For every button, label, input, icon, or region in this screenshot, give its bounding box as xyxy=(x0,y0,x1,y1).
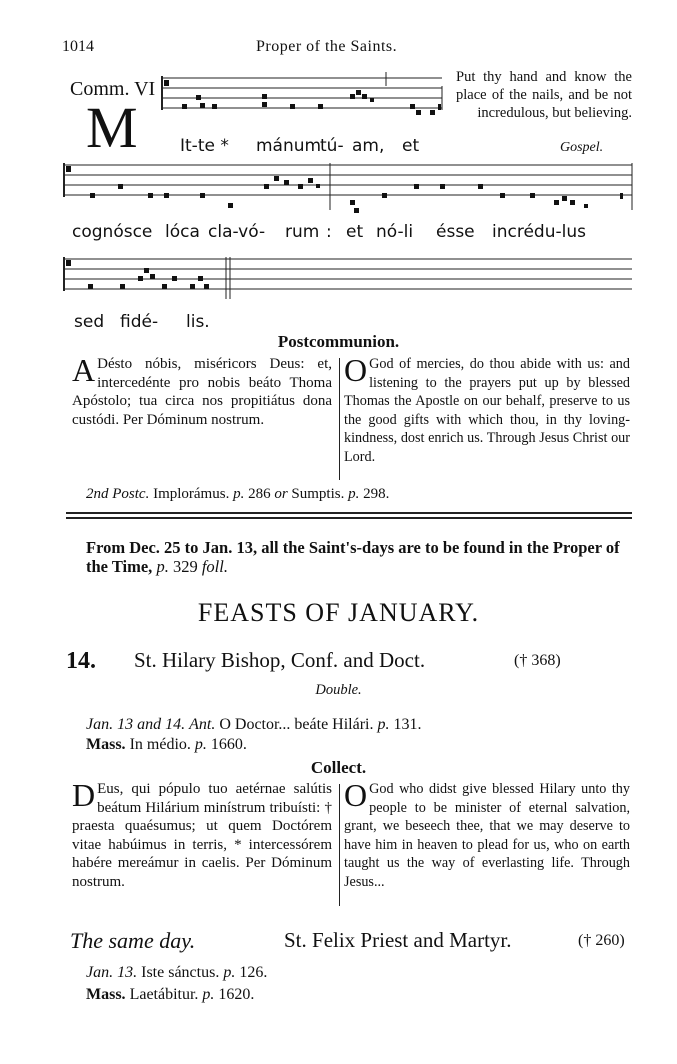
postcommunion-english-text: God of mercies, do thou abide with us: and listening to the prayers put up by blessed Thomas the Apostle on our behalf, preserve to us the good gifts with which thou, in thy loving-kindness, dost enrich us. Through Jesus Christ our Lord. xyxy=(344,356,630,465)
lyric-syllable: incrédu-lus xyxy=(492,222,586,242)
page-number: 1014 xyxy=(62,38,94,55)
lyric-syllable: fidé- xyxy=(120,312,159,332)
antiphon-line: Jan. 13 and 14. Ant. O Doctor... beáte Hilári. p. 131. xyxy=(86,716,422,733)
column-divider xyxy=(339,358,340,480)
same-day-label: The same day. xyxy=(70,928,196,953)
communion-initial: M xyxy=(86,95,138,160)
second-postcommunion: 2nd Postc. Implorámus. p. 286 or Sumptis. p. 298. xyxy=(86,486,390,502)
dropcap: D xyxy=(72,777,96,813)
collect-heading: Collect. xyxy=(310,758,367,777)
collect-english xyxy=(344,777,630,891)
dropcap: O xyxy=(344,352,368,388)
section-rule xyxy=(66,517,632,519)
mass-line: Mass. In médio. p. 1660. xyxy=(86,736,247,753)
lyric-syllable: rum xyxy=(285,222,320,242)
postcommunion-english xyxy=(344,352,630,466)
feast-date: († 260) xyxy=(578,932,625,949)
lyric-syllable: et xyxy=(402,136,420,156)
running-title: Proper of the Saints. xyxy=(256,38,398,55)
collect-latin xyxy=(72,777,332,891)
feast-rank: Double. xyxy=(315,682,362,698)
lyric-syllable: am, xyxy=(352,136,385,156)
feast-date: († 368) xyxy=(514,652,561,669)
postcommunion-latin-text: Désto nóbis, miséricors Deus: et, intercedénte pro nobis beáto Thoma Apóstolo; tua circa nos propitiátus dona custódi. Per Dóminum nostrum. xyxy=(72,356,332,428)
lyric-syllable: mánum xyxy=(256,136,322,156)
section-rule xyxy=(66,512,632,514)
antiphon-line: Jan. 13. Iste sánctus. p. 126. xyxy=(86,964,268,981)
postcommunion-heading: Postcommunion. xyxy=(277,332,400,351)
communion-translation-source: Gospel. xyxy=(560,140,604,155)
lyric-syllable: et xyxy=(346,222,364,242)
lyric-syllable: tú- xyxy=(320,136,344,156)
communion-label: Comm. VI xyxy=(70,78,156,100)
lyric-syllable: ésse xyxy=(436,222,475,242)
postcommunion-latin xyxy=(72,352,332,429)
dropcap: A xyxy=(72,352,96,388)
communion-translation: Put thy hand and know the place of the nails, and be not incredulous, but believing. xyxy=(456,69,632,121)
notice: From Dec. 25 to Jan. 13, all the Saint's-days are to be found in the Proper of the Time, p. 329 foll. xyxy=(86,538,620,576)
collect-english-text: God who didst give blessed Hilary unto thy people to be minister of eternal salvation, grant, we beseech thee, that we may deserve to have him in heaven to plead for us, who on earth taught us the way of everlasting life. Through Jesus... xyxy=(344,781,630,890)
lyric-syllable: cognósce xyxy=(72,222,153,242)
lyric-syllable: sed xyxy=(74,312,105,332)
lyric-syllable: : xyxy=(326,222,332,242)
feast-number: 14. xyxy=(66,648,96,674)
chant-staves xyxy=(0,0,677,340)
lyric-syllable: lóca xyxy=(165,222,200,242)
mass-line: Mass. Laetábitur. p. 1620. xyxy=(86,986,255,1003)
feast-name: St. Hilary Bishop, Conf. and Doct. xyxy=(134,648,426,672)
column-divider xyxy=(339,784,340,906)
feasts-title: FEASTS OF JANUARY. xyxy=(197,598,480,627)
lyric-syllable: cla-vó- xyxy=(208,222,266,242)
lyric-syllable: nó-li xyxy=(376,222,414,242)
lyric-syllable: It-te * xyxy=(180,136,229,156)
dropcap: O xyxy=(344,777,368,813)
lyric-syllable: lis. xyxy=(186,312,210,332)
collect-latin-text: Eus, qui pópulo tuo aetérnae salútis beátum Hilárium minístrum tribuísti: † praesta quaésumus; ut quem Doctórem vitae habúimus in terris, * intercessórem habére mereámur in caelis. Per Dóminum nostrum. xyxy=(72,781,332,890)
feast-name: St. Felix Priest and Martyr. xyxy=(284,928,512,952)
